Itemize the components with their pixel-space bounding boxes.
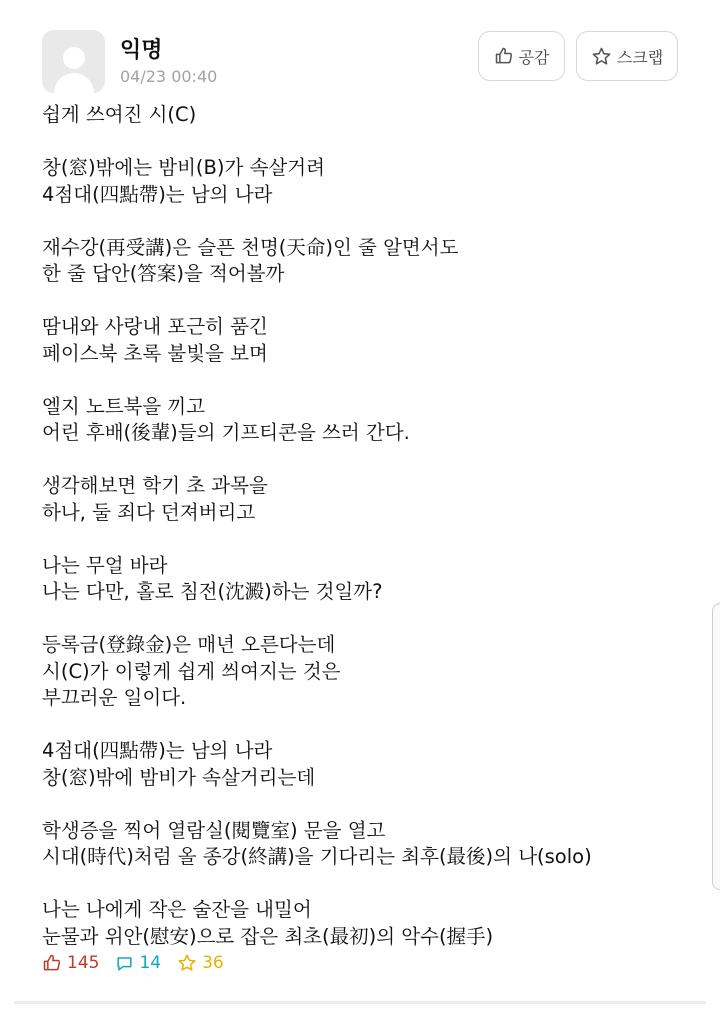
post-line (42, 526, 682, 553)
scrap-button[interactable] (576, 31, 678, 81)
post-line: 쉽게 쓰여진 시(C) (42, 103, 197, 126)
post-line (42, 129, 682, 156)
post-line: 페이스북 초록 불빛을 보며 (42, 341, 268, 365)
post-line (42, 712, 682, 739)
post-line (42, 447, 682, 474)
thumbs-up-icon (494, 46, 514, 66)
post-line (42, 208, 682, 235)
post-line: 엘지 노트북을 끼고 (42, 394, 206, 418)
post-divider (14, 1001, 706, 1004)
like-count: 145 (67, 953, 100, 973)
speech-bubble-icon (115, 954, 134, 973)
post-line (42, 367, 682, 394)
post-line: 눈물과 위안(慰安)으로 잡은 최초(最初)의 악수(握手) (42, 924, 494, 948)
avatar-body-shape (54, 73, 94, 93)
comment-count-stat (115, 953, 161, 973)
post-line: 어린 후배(後輩)들의 기프티콘을 쓰러 간다. (42, 421, 410, 444)
post-line: 나는 나에게 작은 술잔을 내밀어 (42, 898, 312, 921)
comment-count: 14 (139, 953, 162, 973)
scrap-count-stat (177, 953, 224, 973)
like-button-label: 공감 (518, 47, 550, 67)
post-line: 하나, 둘 죄다 던져버리고 (42, 500, 256, 524)
post-line (42, 288, 682, 315)
post-line: 창(窓)밖에 밤비가 속살거리는데 (42, 765, 316, 789)
post-line: 등록금(登錄金)은 매년 오른다는데 (42, 633, 336, 656)
scrap-button-label: 스크랩 (616, 47, 664, 67)
post-line (42, 606, 682, 633)
post-body (42, 102, 682, 950)
post-line: 4점대(四點帶)는 남의 나라 (42, 182, 273, 206)
post-line: 시(C)가 이렇게 쉽게 씌여지는 것은 (42, 659, 341, 683)
post-stats (42, 951, 240, 975)
post-line: 한 줄 답안(答案)을 적어볼까 (42, 262, 285, 285)
post-timestamp: 04/23 00:40 (120, 67, 218, 86)
post-line (42, 871, 682, 898)
post-line: 학생증을 찍어 열람실(閱覽室) 문을 열고 (42, 818, 386, 842)
avatar-head-shape (63, 47, 85, 69)
like-count-stat (42, 953, 99, 973)
post-line: 나는 무얼 바라 (42, 553, 168, 577)
avatar[interactable] (42, 30, 105, 93)
post-line: 시대(時代)처럼 올 종강(終講)을 기다리는 최후(最後)의 나(solo) (42, 845, 592, 868)
star-icon (591, 46, 612, 67)
scrap-count: 36 (202, 953, 224, 973)
post-line: 나는 다만, 홀로 침전(沈澱)하는 것일까? (42, 580, 383, 603)
post-line: 땀내와 사랑내 포근히 품긴 (42, 315, 268, 338)
scrollbar[interactable] (712, 603, 720, 890)
post-line: 생각해보면 학기 초 과목을 (42, 474, 268, 497)
post-line (42, 791, 682, 818)
like-button[interactable] (478, 31, 565, 81)
post-line: 재수강(再受講)은 슬픈 천명(天命)인 줄 알면서도 (42, 235, 459, 259)
author-name: 익명 (120, 38, 163, 63)
star-icon (177, 953, 197, 973)
thumbs-up-icon (42, 953, 62, 973)
post-line: 4점대(四點帶)는 남의 나라 (42, 739, 273, 762)
post-line: 창(窓)밖에는 밤비(B)가 속살거려 (42, 156, 325, 179)
post-line: 부끄러운 일이다. (42, 686, 187, 709)
